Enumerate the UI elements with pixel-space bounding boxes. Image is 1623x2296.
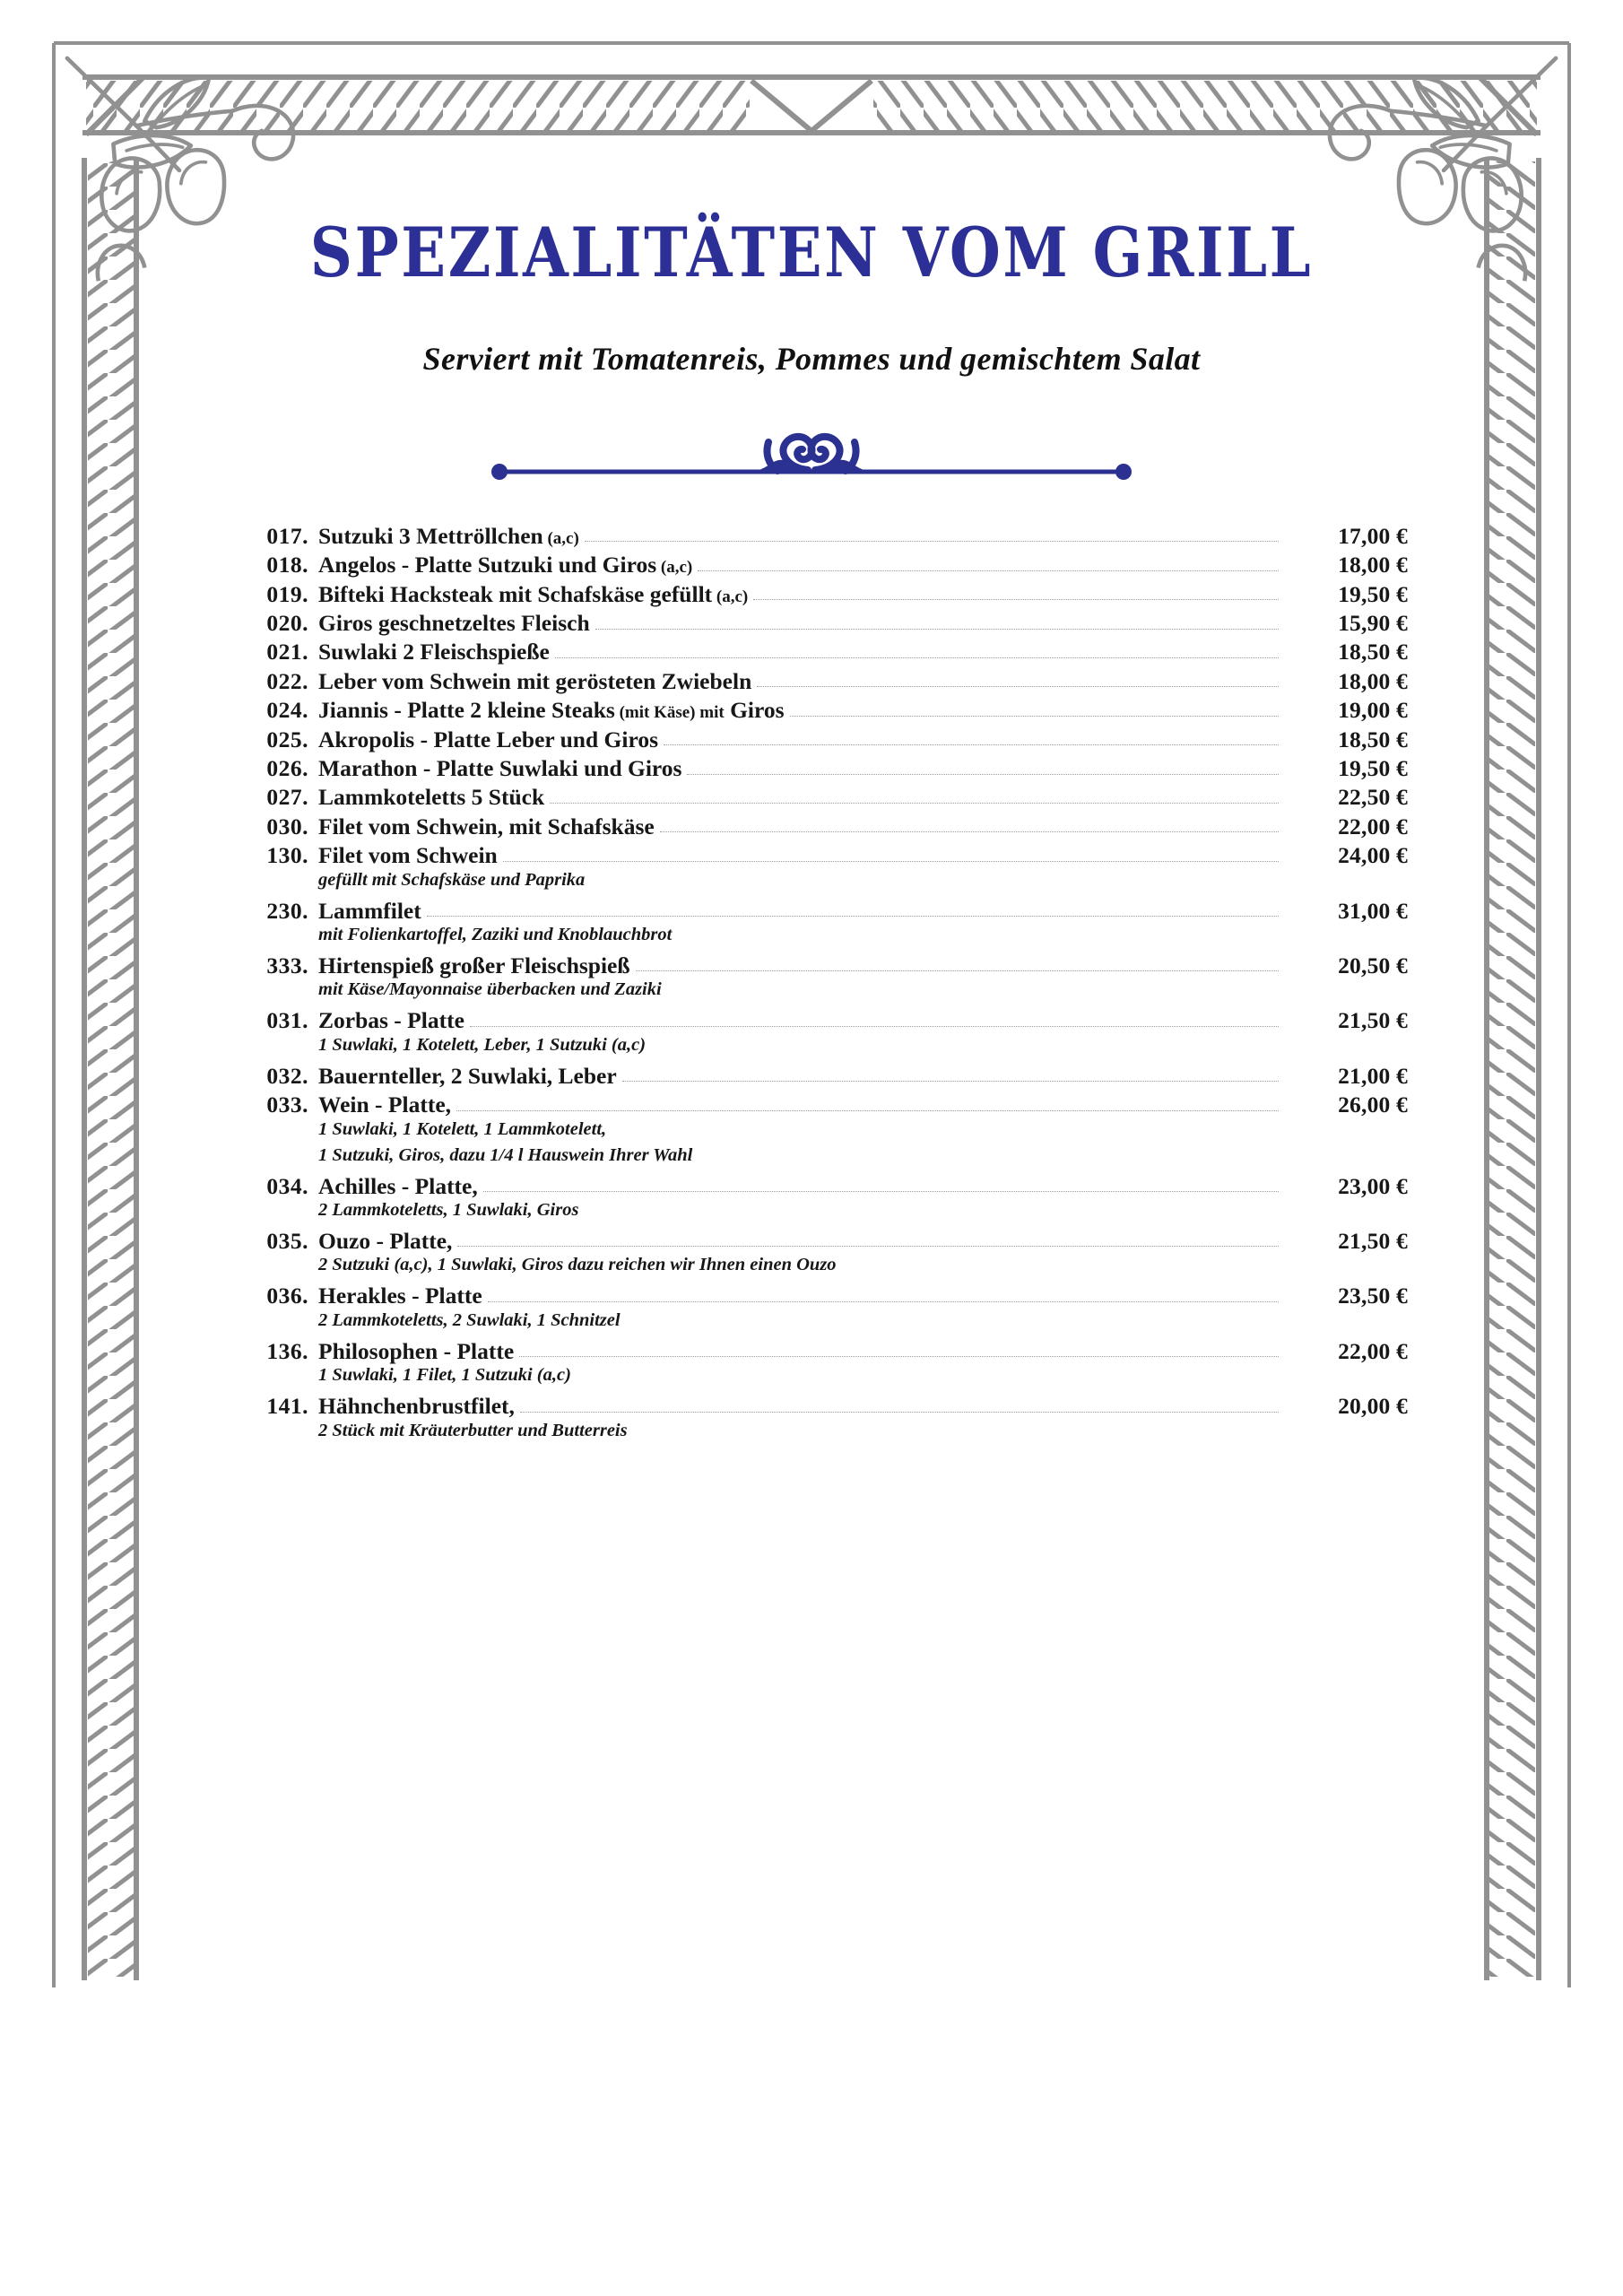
- menu-item-number: 036.: [266, 1283, 308, 1309]
- menu-item-price: 18,00 €: [1338, 552, 1408, 578]
- menu-item-row: [215, 893, 1408, 922]
- menu-item-number: 025.: [266, 726, 308, 752]
- menu-item-name: Marathon - Platte Suwlaki und Giros: [318, 755, 682, 782]
- menu-item-row: [215, 1087, 1408, 1116]
- menu-item-name: Achilles - Platte,: [318, 1172, 478, 1199]
- menu-item-description: mit Käse/Mayonnaise überbacken und Zaziki: [318, 979, 662, 1000]
- menu-item-number: 034.: [266, 1172, 308, 1199]
- menu-item-description: 1 Suwlaki, 1 Filet, 1 Sutzuki (a,c): [318, 1365, 571, 1386]
- menu-item-name: Jiannis - Platte 2 kleine Steaks (mit Käse) mit Giros: [318, 697, 785, 724]
- menu-item-description: 1 Suwlaki, 1 Kotelett, 1 Lammkotelett,: [318, 1118, 607, 1139]
- menu-item-price: 19,50 €: [1338, 580, 1408, 607]
- menu-item-price: 24,00 €: [1338, 842, 1408, 869]
- menu-item-name: Filet vom Schwein, mit Schafskäse: [318, 813, 655, 839]
- menu-item-list: [215, 518, 1408, 1444]
- menu-item-row: [215, 635, 1408, 664]
- menu-item-price: 15,90 €: [1338, 610, 1408, 637]
- page-subtitle: Serviert mit Tomatenreis, Pommes und gemischtem Salat: [422, 341, 1201, 377]
- menu-item-name: Bauernteller, 2 Suwlaki, Leber: [318, 1062, 617, 1089]
- dotted-leader: [555, 657, 1279, 658]
- menu-item-number: 031.: [266, 1007, 308, 1034]
- dotted-leader: [636, 970, 1279, 971]
- menu-item-price: 22,00 €: [1338, 1337, 1408, 1364]
- menu-item-row: [215, 838, 1408, 869]
- menu-item-description: mit Folienkartoffel, Zaziki und Knoblauchbrot: [318, 925, 673, 945]
- menu-item-name-tail: Giros: [724, 697, 785, 724]
- menu-item-description: gefüllt mit Schafskäse und Paprika: [318, 869, 586, 890]
- dotted-leader: [687, 774, 1279, 775]
- menu-item-allergens: (a,c): [712, 587, 749, 606]
- menu-item-description: 2 Stück mit Kräuterbutter und Butterreis: [318, 1420, 628, 1440]
- dotted-leader: [622, 1081, 1279, 1082]
- menu-item-name: Lammfilet: [318, 897, 421, 924]
- dotted-leader: [483, 1191, 1279, 1192]
- menu-item-price: 23,00 €: [1338, 1172, 1408, 1199]
- menu-item-number: 333.: [266, 952, 308, 978]
- menu-item-name: Hirtenspieß großer Fleischspieß: [318, 952, 630, 978]
- menu-item-number: 032.: [266, 1062, 308, 1089]
- dotted-leader: [753, 599, 1279, 600]
- menu-item-number: 130.: [266, 842, 308, 869]
- dotted-leader: [427, 916, 1279, 917]
- menu-item-description: 2 Sutzuki (a,c), 1 Suwlaki, Giros dazu reichen wir Ihnen einen Ouzo: [318, 1255, 837, 1275]
- menu-item-name: Angelos - Platte Sutzuki und Giros (a,c): [318, 552, 693, 578]
- menu-item-row: [215, 1003, 1408, 1034]
- menu-item-number: 022.: [266, 667, 308, 694]
- menu-item-description: 2 Lammkoteletts, 1 Suwlaki, Giros: [318, 1200, 579, 1221]
- dotted-leader: [519, 1356, 1279, 1357]
- menu-item-number: 141.: [266, 1393, 308, 1420]
- menu-item-row: [215, 1169, 1408, 1197]
- menu-item-price: 26,00 €: [1338, 1091, 1408, 1118]
- menu-item-price: 21,50 €: [1338, 1227, 1408, 1254]
- menu-item-row: [215, 809, 1408, 838]
- menu-item-number: 136.: [266, 1337, 308, 1364]
- dotted-leader: [520, 1412, 1279, 1413]
- dotted-leader: [664, 744, 1279, 745]
- menu-item-description: 1 Suwlaki, 1 Kotelett, Leber, 1 Sutzuki (a,c): [318, 1034, 647, 1055]
- menu-item-name: Sutzuki 3 Mettröllchen (a,c): [318, 522, 579, 549]
- dotted-leader: [488, 1301, 1279, 1302]
- menu-item-row: [215, 1334, 1408, 1362]
- menu-item-price: 18,50 €: [1338, 639, 1408, 665]
- menu-item-number: 230.: [266, 897, 308, 924]
- menu-item-number: 020.: [266, 610, 308, 637]
- menu-item-name: Filet vom Schwein: [318, 842, 498, 869]
- menu-item-price: 22,50 €: [1338, 784, 1408, 811]
- menu-item-row: [215, 577, 1408, 605]
- menu-item-name: Wein - Platte,: [318, 1091, 452, 1118]
- page-title: SPEZIALITÄTEN VOM GRILL: [309, 213, 1314, 292]
- menu-item-row: [215, 1278, 1408, 1307]
- menu-item-name-small: (mit Käse) mit: [614, 703, 725, 723]
- menu-item-price: 23,50 €: [1338, 1283, 1408, 1309]
- dotted-leader: [585, 541, 1279, 542]
- menu-item-allergens: (a,c): [542, 528, 579, 548]
- menu-item-name: Ouzo - Platte,: [318, 1227, 453, 1254]
- dotted-leader: [757, 686, 1279, 687]
- dotted-leader: [457, 1246, 1279, 1247]
- menu-item-price: 20,50 €: [1338, 952, 1408, 978]
- menu-item-number: 021.: [266, 639, 308, 665]
- menu-item-number: 027.: [266, 784, 308, 811]
- dotted-leader: [790, 716, 1279, 717]
- menu-item-description: 2 Lammkoteletts, 2 Suwlaki, 1 Schnitzel: [318, 1309, 621, 1330]
- menu-item-row: [215, 605, 1408, 637]
- menu-item-row: [215, 948, 1408, 977]
- menu-item-price: 31,00 €: [1338, 897, 1408, 924]
- menu-item-row: [215, 547, 1408, 576]
- menu-item-row: [215, 1058, 1408, 1087]
- menu-item-name: Herakles - Platte: [318, 1283, 482, 1309]
- menu-item-row: [215, 1223, 1408, 1252]
- menu-item-name: Hähnchenbrustfilet,: [318, 1393, 515, 1420]
- menu-item-name: Zorbas - Platte: [318, 1007, 464, 1034]
- menu-item-row: [215, 722, 1408, 751]
- menu-item-description: 1 Sutzuki, Giros, dazu 1/4 l Hauswein Ihrer Wahl: [318, 1144, 693, 1165]
- dotted-leader: [456, 1110, 1279, 1111]
- menu-item-name: Leber vom Schwein mit gerösteten Zwiebeln: [318, 667, 752, 694]
- menu-item-price: 17,00 €: [1338, 522, 1408, 549]
- menu-item-number: 024.: [266, 697, 308, 724]
- dotted-leader: [698, 570, 1279, 571]
- menu-item-number: 030.: [266, 813, 308, 839]
- menu-item-name: Bifteki Hacksteak mit Schafskäse gefüllt (a,c): [318, 580, 749, 607]
- dotted-leader: [503, 861, 1279, 862]
- menu-item-row: [215, 1388, 1408, 1420]
- menu-item-price: 21,00 €: [1338, 1062, 1408, 1089]
- menu-item-number: 019.: [266, 580, 308, 607]
- menu-item-price: 22,00 €: [1338, 813, 1408, 839]
- menu-item-number: 033.: [266, 1091, 308, 1118]
- menu-item-name: Akropolis - Platte Leber und Giros: [318, 726, 658, 752]
- menu-item-number: 018.: [266, 552, 308, 578]
- dotted-leader: [660, 831, 1279, 832]
- menu-item-price: 20,00 €: [1338, 1393, 1408, 1420]
- menu-item-price: 18,50 €: [1338, 726, 1408, 752]
- menu-item-number: 026.: [266, 755, 308, 782]
- dotted-leader: [550, 803, 1279, 804]
- menu-item-price: 18,00 €: [1338, 667, 1408, 694]
- menu-item-name: Suwlaki 2 Fleischspieße: [318, 639, 550, 665]
- menu-item-price: 19,50 €: [1338, 755, 1408, 782]
- menu-item-name: Giros geschnetzeltes Fleisch: [318, 610, 590, 637]
- dotted-leader: [595, 629, 1279, 630]
- menu-item-number: 017.: [266, 522, 308, 549]
- menu-item-row: [215, 751, 1408, 782]
- dotted-leader: [470, 1026, 1279, 1027]
- menu-item-allergens: (a,c): [656, 558, 693, 578]
- menu-item-price: 21,50 €: [1338, 1007, 1408, 1034]
- menu-item-name: Lammkoteletts 5 Stück: [318, 784, 545, 811]
- menu-item-number: 035.: [266, 1227, 308, 1254]
- menu-item-row: [215, 692, 1408, 724]
- menu-item-name: Philosophen - Platte: [318, 1337, 515, 1364]
- menu-item-row: [215, 780, 1408, 809]
- divider-flourish: [489, 422, 1134, 490]
- menu-item-row: [215, 518, 1408, 547]
- menu-item-price: 19,00 €: [1338, 697, 1408, 724]
- menu-item-row: [215, 664, 1408, 692]
